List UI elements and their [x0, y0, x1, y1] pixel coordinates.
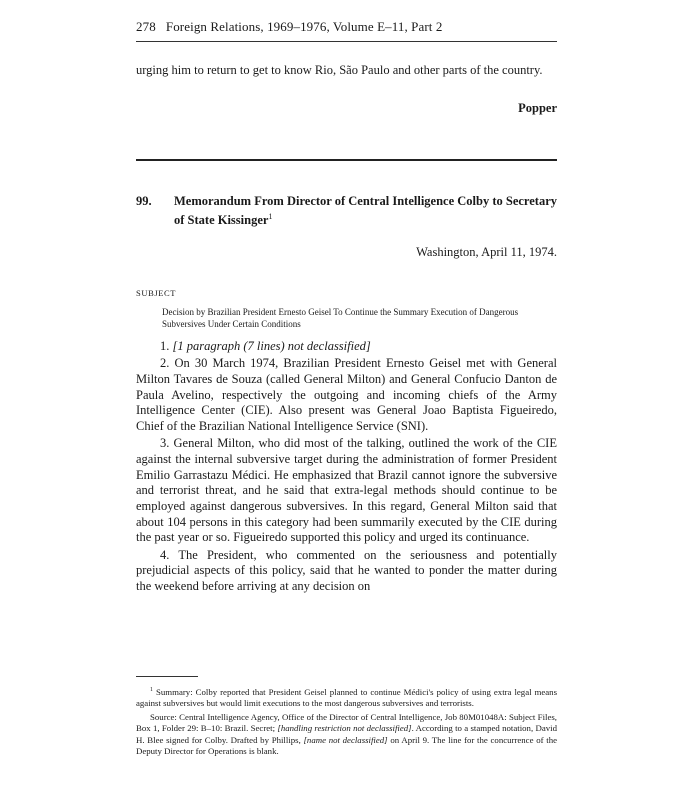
running-header	[136, 19, 556, 35]
redaction-note: [handling restriction not declassified]	[277, 723, 412, 734]
document-heading	[136, 193, 557, 228]
paragraph: 3. General Milton, who did most of the talking, outlined the work of the CIE against the internal subversive target during the administration of former President Emilio Garrastazu Médici. He emphasized that Brazil cannot ignore the subversive and terrorist threat, and he said that extra-legal methods should continue to be employed against dangerous subversives. In this regard, General Milton said that about 104 persons in this category had been summarily executed by the CIE during the past year or so. Figueiredo supported this policy and urged its continuance.	[136, 436, 557, 545]
subject-text: Decision by Brazilian President Ernesto Geisel To Continue the Summary Execution of Dangerous Subversives Under Certain Conditions	[162, 307, 519, 329]
source-text: Source: Central Intelligence Agency, Office of the Director of Central Intelligence, Job 80M01048A: Subject Files, Box 1, Folder 29: B–10: Brazil. Secret;	[136, 711, 557, 734]
running-title: Foreign Relations, 1969–1976, Volume E–11, Part 2	[165, 19, 443, 34]
paragraph-number: 1.	[160, 339, 173, 353]
previous-document-continuation: urging him to return to get to know Rio, São Paulo and other parts of the country.	[136, 63, 543, 77]
paragraph	[136, 339, 557, 355]
source-note	[136, 712, 557, 758]
dateline: Washington, April 11, 1974.	[416, 245, 557, 259]
source-text: on April 9. The line for the concurrence of the Deputy Director for Operations is blank.	[136, 734, 557, 756]
footnote	[136, 685, 557, 710]
page-number: 278	[136, 19, 156, 34]
footnote-marker: 1	[150, 687, 153, 693]
source-text: . According to a stamped notation, David H. Blee signed for Colby. Drafted by Phillips,	[136, 723, 557, 745]
document-number: 99.	[136, 194, 152, 208]
document-title	[174, 193, 557, 228]
redaction-note: [1 paragraph (7 lines) not declassified]	[172, 339, 371, 353]
footnote-ref: 1	[268, 212, 273, 221]
paragraph: 2. On 30 March 1974, Brazilian President Ernesto Geisel met with General Milton Tavares de Souza (called General Milton) and General Confucio Danton de Paula Avelino, respectively the outgoing and incoming chiefs of the Army Intelligence Center (CIE). Also present was General Joao Baptista Figueiredo, Chief of the Brazilian National Intelligence Service (SNI).	[136, 356, 557, 434]
footnotes	[136, 685, 557, 759]
footnote-divider	[136, 676, 198, 677]
paragraph: 4. The President, who commented on the seriousness and potentially prejudicial aspects of this policy, said that he wanted to ponder the matter during the weekend before arriving at any decision on	[136, 547, 557, 594]
signoff: Popper	[518, 101, 557, 115]
redaction-note: [name not declassified]	[303, 734, 388, 745]
header-divider	[136, 41, 557, 42]
memo-body	[136, 339, 557, 596]
footnote-summary: Summary: Colby reported that President Geisel planned to continue Médici's policy of using extra legal means against subversives but would limit executions to the most dangerous subversives and terrorists.	[136, 686, 557, 709]
subject-label: SUBJECT	[136, 288, 177, 298]
document-separator	[136, 159, 557, 161]
document-title-text: Memorandum From Director of Central Intelligence Colby to Secretary of State Kissinger	[174, 194, 558, 228]
